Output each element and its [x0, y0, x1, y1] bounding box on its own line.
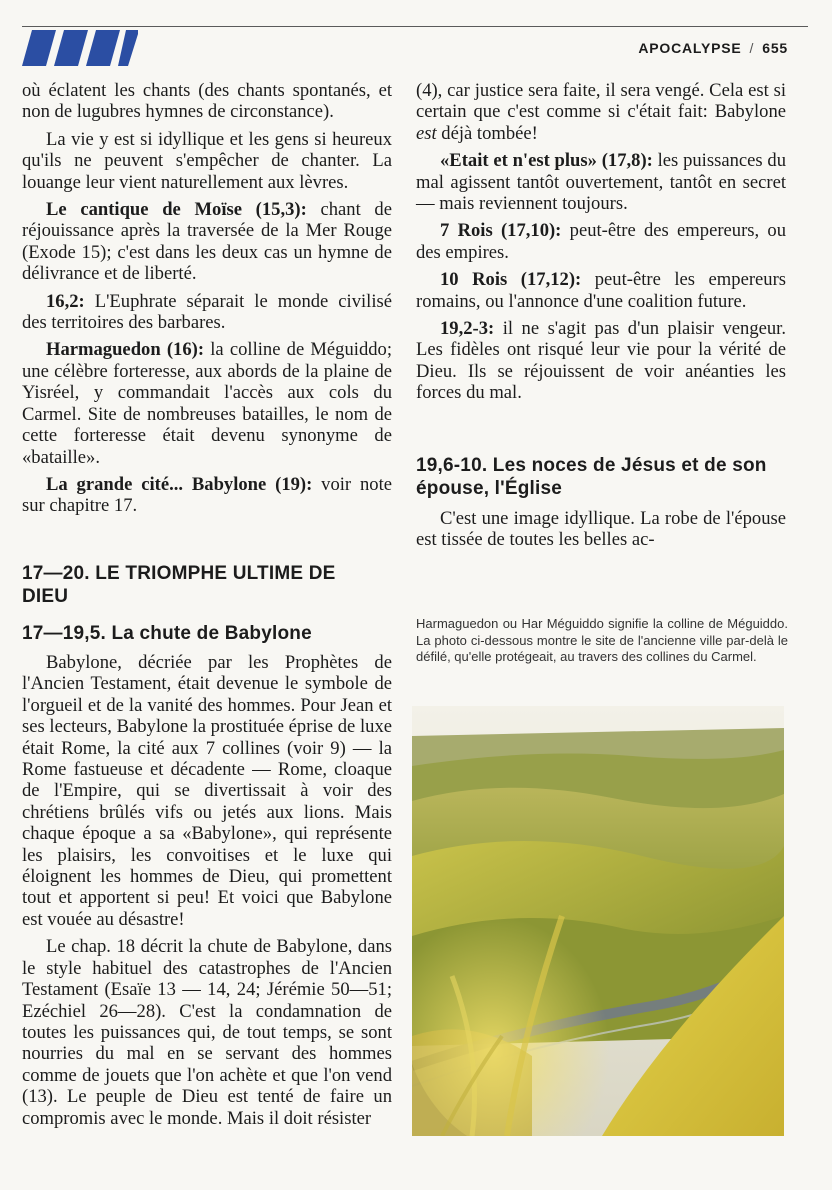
- paragraph: [22, 129, 392, 193]
- paragraph-lead: Harmaguedon (16):: [46, 339, 205, 361]
- paragraph-text: où éclatent les chants (des chants spontanés, et non de lugubres hymnes de circonstance).: [22, 80, 392, 123]
- running-header: [638, 40, 788, 56]
- paragraph-text: les puissances du mal agissent tantôt ouvertement, tantôt en secret — mais reviennent toujours.: [416, 150, 786, 215]
- paragraph-text: la colline de Méguiddo; une célèbre forteresse, aux abords de la plaine de Yisréel, y commandait l'accès aux cols du Carmel. Site de nombreuses batailles, le nom de cette forteresse était devenu synonyme de «bataille».: [22, 339, 392, 468]
- paragraph-text: chant de réjouissance après la traversée de la Mer Rouge (Exode 15); c'est dans les deux cas un hymne de délivrance et de liberté.: [22, 199, 392, 285]
- header-rule: [22, 26, 808, 27]
- paragraph: [416, 150, 786, 214]
- paragraph: [416, 80, 786, 144]
- paragraph: [22, 199, 392, 285]
- left-column-bottom: [22, 652, 392, 1135]
- paragraph-text: L'Euphrate séparait le monde civilisé des territoires des barbares.: [22, 290, 392, 334]
- paragraph-text: peut-être les empereurs romains, ou l'annonce d'une coalition future.: [416, 269, 786, 312]
- paragraph-text: il ne s'agit pas d'un plaisir vengeur. Les fidèles ont risqué leur vie pour la vérité de Dieu. Ils se réjouissent de voir anéanties les forces du mal.: [416, 318, 786, 404]
- header-separator: /: [749, 40, 755, 56]
- paragraph: [416, 508, 786, 551]
- paragraph: [416, 318, 786, 404]
- section-heading-triomphe: 17—20. LE TRIOMPHE ULTIME DE DIEU: [22, 563, 336, 607]
- paragraph: [416, 220, 786, 263]
- paragraph-lead: 10 Rois (17,12):: [440, 269, 582, 291]
- paragraph: [22, 80, 392, 123]
- paragraph: [416, 269, 786, 312]
- megiddo-landscape-photo: [412, 706, 784, 1136]
- paragraph-text-end: déjà tombée!: [436, 122, 538, 144]
- paragraph-lead: 16,2:: [46, 290, 85, 312]
- paragraph: [22, 652, 392, 930]
- paragraph-lead: «Etait et n'est plus» (17,8):: [440, 150, 653, 172]
- paragraph-lead: La grande cité... Babylone (19):: [46, 473, 313, 495]
- photo-caption: Harmaguedon ou Har Méguiddo signifie la colline de Méguiddo. La photo ci-dessous montre le site de l'ancienne ville par-delà le défilé, qu'elle protégeait, au travers des collines du Carmel.: [416, 616, 788, 665]
- paragraph: [22, 474, 392, 517]
- section-name: APOCALYPSE: [638, 40, 742, 56]
- page-number: 655: [762, 40, 788, 56]
- paragraph: [22, 291, 392, 334]
- paragraph-emphasis: est: [416, 122, 437, 144]
- paragraph-text: C'est une image idyllique. La robe de l'épouse est tissée de toutes les belles ac-: [416, 508, 786, 551]
- paragraph-text: La vie y est si idyllique et les gens si heureux qu'ils ne peuvent s'empêcher de chanter. La louange leur vient naturellement aux lèvres.: [22, 128, 392, 193]
- paragraph: [22, 339, 392, 467]
- paragraph-text: Babylone, décriée par les Prophètes de l'Ancien Testament, était devenue le symbole de l'orgueil et de la vanité des hommes. Pour Jean et ses lecteurs, Babylone la prostituée éprise de luxe était Rome, la cité aux 7 collines (voir 9) — la Rome fastueuse et décadente — Rome, cloaque de l'Empire, qui se divertissait à voir des chrétiens brûlés vifs ou jetés aux lions. Mais chaque époque a sa «Babylone», qui représente les plaisirs, les convoitises et le luxe qui éloignent les hommes de Dieu, qui promettent tout et apportent si peu! Et voici que Babylone est vouée au désastre!: [22, 652, 392, 930]
- paragraph: [22, 936, 392, 1129]
- right-column-top: [416, 80, 786, 410]
- section-heading-noces: 19,6-10. Les noces de Jésus et de son épouse, l'Église: [416, 455, 767, 499]
- paragraph-text: voir note sur chapitre 17.: [22, 473, 393, 517]
- paragraph-lead: 19,2-3:: [440, 318, 495, 340]
- left-column-top: [22, 80, 392, 523]
- paragraph-text: peut-être des empereurs, ou des empires.: [416, 220, 787, 263]
- paragraph-text: Le chap. 18 décrit la chute de Babylone, dans le style habituel des catastrophes de l'Ancien Testament (Esaïe 13 — 14, 24; Jérémie 50—51; Ezéchiel 26—28). C'est la condamnation de toutes les puissances qui, de tout temps, se sont nourries du mal en se servant des hommes comme de jouets que l'on achète et que l'on vend (13). Le peuple de Dieu est tenté de faire un compromis avec le monde. Mais il doit résister: [22, 936, 392, 1129]
- paragraph-text: (4), car justice sera faite, il sera vengé. Cela est si certain que c'est comme si c'était fait: Babylone: [416, 80, 786, 123]
- section-heading-babylone: 17—19,5. La chute de Babylone: [22, 623, 312, 644]
- paragraph-lead: Le cantique de Moïse (15,3):: [46, 199, 307, 221]
- publisher-logo: [22, 30, 138, 66]
- right-column-bottom: [416, 508, 786, 557]
- paragraph-lead: 7 Rois (17,10):: [440, 220, 562, 242]
